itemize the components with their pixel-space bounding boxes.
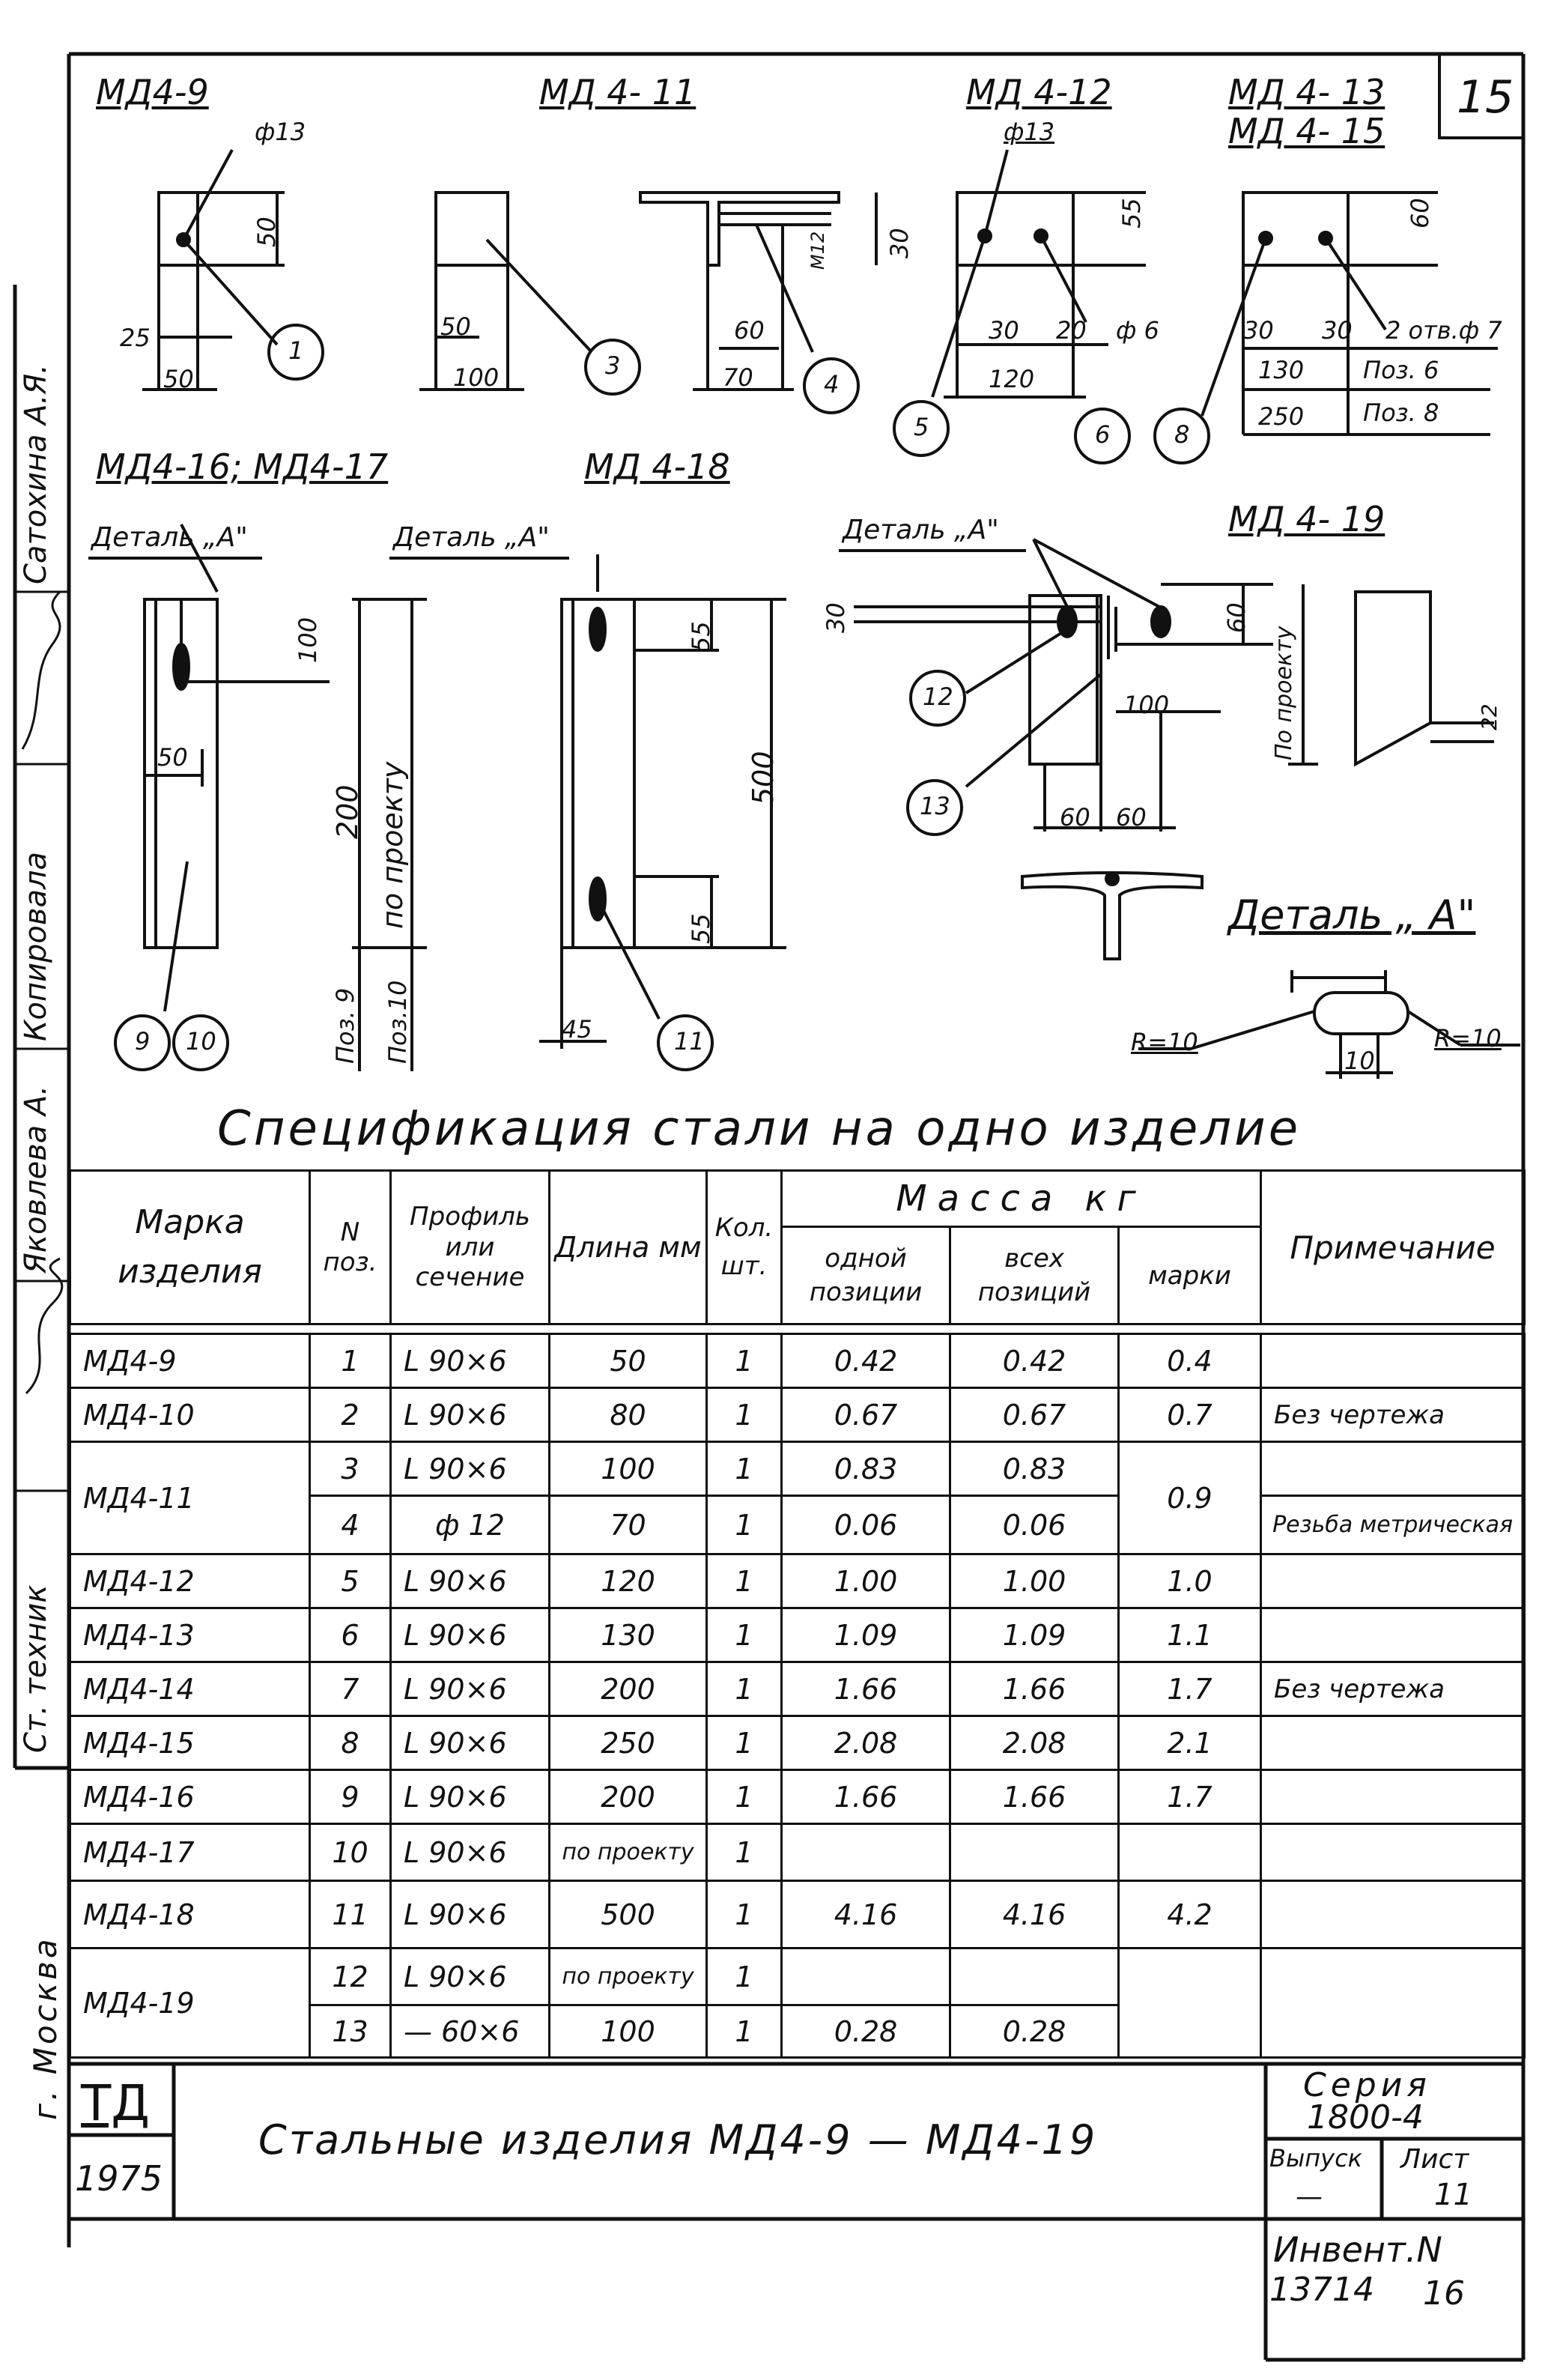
md4-16-dim-200: 200 bbox=[331, 784, 364, 839]
md4-11-dim-30: 30 bbox=[885, 228, 914, 258]
row-note bbox=[1261, 1824, 1525, 1881]
issue-value: — bbox=[1296, 2181, 1323, 2212]
md4-12-pos-5: 5 bbox=[914, 413, 929, 441]
md4-16-detail-label: Деталь „А" bbox=[91, 522, 248, 553]
spec-title: Спецификация стали на одно изделие bbox=[217, 1101, 1302, 1157]
row-one: 0.42 bbox=[782, 1334, 950, 1388]
margin-role-technician: Ст. техник bbox=[19, 1584, 53, 1753]
drawings bbox=[0, 0, 1557, 1157]
row-mark-mass: 0.7 bbox=[1119, 1388, 1261, 1442]
row-note bbox=[1261, 1334, 1525, 1388]
sheet-number: 15 bbox=[1457, 71, 1514, 124]
row-length: по проекту bbox=[550, 1824, 707, 1881]
md4-16-poz-9: Поз. 9 bbox=[331, 987, 359, 1064]
row-mark-mass: 4.2 bbox=[1119, 1881, 1261, 1948]
row-profile: L 90×6 bbox=[391, 1662, 550, 1716]
row-one: 0.67 bbox=[782, 1388, 950, 1442]
row-pos: 9 bbox=[310, 1770, 391, 1824]
md4-19-dim-100: 100 bbox=[1123, 691, 1170, 719]
detail-a-r-left: R=10 bbox=[1131, 1028, 1198, 1056]
md4-19-dim-60v: 60 bbox=[1222, 602, 1251, 633]
row-length: 130 bbox=[550, 1608, 707, 1662]
row-one: 0.83 bbox=[782, 1442, 950, 1496]
md4-11-pos-3: 3 bbox=[605, 351, 621, 380]
row-qty: 1 bbox=[707, 1948, 782, 2005]
row-length: 100 bbox=[550, 2005, 707, 2058]
md4-16-pos-9: 9 bbox=[135, 1027, 151, 1056]
hdr-mass-all: всех позиций bbox=[950, 1227, 1119, 1324]
hdr-mark: Марка изделия bbox=[70, 1171, 310, 1324]
row-note bbox=[1261, 1554, 1525, 1608]
row-mark-mass: 0.9 bbox=[1119, 1442, 1261, 1554]
row-length: 70 bbox=[550, 1496, 707, 1554]
row-one: 1.00 bbox=[782, 1554, 950, 1608]
sheet-value: 11 bbox=[1434, 2178, 1472, 2212]
table-row bbox=[70, 1716, 1525, 1770]
table-row bbox=[70, 1442, 1525, 1496]
md4-11-dim-70: 70 bbox=[723, 363, 753, 392]
md4-13-title: МД 4- 13 bbox=[1228, 72, 1385, 112]
table-row bbox=[70, 1881, 1525, 1948]
row-length: 200 bbox=[550, 1770, 707, 1824]
hdr-note: Примечание bbox=[1261, 1171, 1525, 1324]
md4-19-pos-13: 13 bbox=[920, 792, 950, 820]
title-block-title: Стальные изделия МД4-9 — МД4-19 bbox=[258, 2116, 1098, 2164]
margin-role-yakovleva: Яковлева А. bbox=[19, 1085, 53, 1274]
row-qty: 1 bbox=[707, 1388, 782, 1442]
row-all: 0.28 bbox=[950, 2005, 1119, 2058]
md4-19-dim-60a: 60 bbox=[1060, 803, 1090, 832]
row-one: 0.06 bbox=[782, 1496, 950, 1554]
margin-signatures bbox=[0, 0, 69, 2380]
md4-19-dim-60b: 60 bbox=[1116, 803, 1147, 832]
row-one bbox=[782, 1948, 950, 2005]
md4-11-bolt: М12 bbox=[807, 231, 828, 270]
md4-16-poz-10: Поз.10 bbox=[383, 980, 412, 1064]
row-mark: МД4-11 bbox=[70, 1442, 310, 1554]
table-row bbox=[70, 1334, 1525, 1388]
row-note: Без чертежа bbox=[1261, 1388, 1525, 1442]
row-profile: L 90×6 bbox=[391, 1334, 550, 1388]
row-pos: 7 bbox=[310, 1662, 391, 1716]
row-length: 500 bbox=[550, 1881, 707, 1948]
md4-9-dim-50v: 50 bbox=[252, 216, 281, 247]
row-one: 1.66 bbox=[782, 1662, 950, 1716]
table-row bbox=[70, 1554, 1525, 1608]
row-all: 0.42 bbox=[950, 1334, 1119, 1388]
row-qty: 1 bbox=[707, 2005, 782, 2058]
row-mark-mass: 2.1 bbox=[1119, 1716, 1261, 1770]
md4-16-dim-proj: по проекту bbox=[376, 761, 409, 929]
row-qty: 1 bbox=[707, 1442, 782, 1496]
row-mark: МД4-17 bbox=[70, 1824, 310, 1881]
row-all: 1.66 bbox=[950, 1770, 1119, 1824]
md4-13-poz-8: Поз. 8 bbox=[1363, 399, 1439, 427]
md4-18-dim-55b: 55 bbox=[687, 913, 715, 944]
row-length: 50 bbox=[550, 1334, 707, 1388]
md4-13-holes: 2 отв.ф 7 bbox=[1385, 316, 1502, 345]
row-profile: L 90×6 bbox=[391, 1881, 550, 1948]
row-note: Резьба метрическая bbox=[1261, 1496, 1525, 1554]
signature-1 bbox=[22, 592, 60, 749]
row-mark-mass bbox=[1119, 1824, 1261, 1881]
md4-12-hole2: ф 6 bbox=[1116, 316, 1159, 345]
row-one: 1.66 bbox=[782, 1770, 950, 1824]
series-value: 1800-4 bbox=[1307, 2098, 1424, 2137]
table-row bbox=[70, 1388, 1525, 1442]
md4-13-dim-30b: 30 bbox=[1322, 316, 1353, 345]
row-all: 1.09 bbox=[950, 1608, 1119, 1662]
row-mark-mass bbox=[1119, 1948, 1261, 2058]
md4-13-dim-30a: 30 bbox=[1243, 316, 1274, 345]
detail-a-r-right: R=10 bbox=[1434, 1024, 1502, 1053]
row-note bbox=[1261, 1770, 1525, 1824]
row-profile: L 90×6 bbox=[391, 1442, 550, 1496]
row-pos: 6 bbox=[310, 1608, 391, 1662]
signature-2 bbox=[26, 1259, 62, 1393]
inventory-number: 13714 bbox=[1269, 2271, 1374, 2309]
row-mark: МД4-18 bbox=[70, 1881, 310, 1948]
row-all: 0.83 bbox=[950, 1442, 1119, 1496]
row-one: 2.08 bbox=[782, 1716, 950, 1770]
md4-18-pos-11: 11 bbox=[674, 1027, 705, 1056]
row-mark: МД4-9 bbox=[70, 1334, 310, 1388]
row-qty: 1 bbox=[707, 1881, 782, 1948]
issue-label: Выпуск bbox=[1269, 2144, 1362, 2172]
sheet-label: Лист bbox=[1400, 2144, 1469, 2175]
table-row bbox=[70, 1824, 1525, 1881]
row-mark: МД4-13 bbox=[70, 1608, 310, 1662]
row-one: 1.09 bbox=[782, 1608, 950, 1662]
md4-11-dim-60: 60 bbox=[734, 316, 765, 345]
row-mark-mass: 1.1 bbox=[1119, 1608, 1261, 1662]
row-pos: 13 bbox=[310, 2005, 391, 2058]
row-note bbox=[1261, 1716, 1525, 1770]
hdr-profile: Профиль или сечение bbox=[391, 1171, 550, 1324]
row-all: 4.16 bbox=[950, 1881, 1119, 1948]
md4-11-pos-4: 4 bbox=[824, 370, 840, 399]
row-length: по проекту bbox=[550, 1948, 707, 2005]
row-mark-mass: 0.4 bbox=[1119, 1334, 1261, 1388]
md4-9-pos-1: 1 bbox=[288, 336, 304, 365]
row-mark: МД4-15 bbox=[70, 1716, 310, 1770]
md4-11-dim-100: 100 bbox=[453, 363, 500, 392]
row-qty: 1 bbox=[707, 1824, 782, 1881]
table-row bbox=[70, 1948, 1525, 2005]
row-profile: L 90×6 bbox=[391, 1770, 550, 1824]
row-profile: L 90×6 bbox=[391, 1948, 550, 2005]
hdr-mass-mark: марки bbox=[1119, 1227, 1261, 1324]
row-mark-mass: 1.7 bbox=[1119, 1770, 1261, 1824]
row-all bbox=[950, 1824, 1119, 1881]
md4-12-dim-55: 55 bbox=[1117, 198, 1146, 228]
row-length: 100 bbox=[550, 1442, 707, 1496]
md4-16-dim-50: 50 bbox=[157, 743, 188, 772]
title-block-year: 1975 bbox=[75, 2158, 163, 2199]
md4-12-dim-20: 20 bbox=[1056, 316, 1087, 345]
row-one bbox=[782, 1824, 950, 1881]
md4-13-dim-60: 60 bbox=[1406, 198, 1434, 228]
md4-16-title: МД4-16; МД4-17 bbox=[96, 446, 389, 487]
margin-role-copied: Копировала bbox=[19, 851, 53, 1041]
md4-12-hole: ф13 bbox=[1004, 118, 1055, 146]
hdr-length: Длина мм bbox=[550, 1171, 707, 1324]
row-length: 200 bbox=[550, 1662, 707, 1716]
row-length: 80 bbox=[550, 1388, 707, 1442]
md4-11-dim-50: 50 bbox=[440, 312, 471, 341]
md4-18-detail-label: Деталь „А" bbox=[393, 522, 550, 553]
row-pos: 10 bbox=[310, 1824, 391, 1881]
detail-a-title: Деталь „ А" bbox=[1228, 891, 1476, 939]
row-mark: МД4-12 bbox=[70, 1554, 310, 1608]
md4-9-title: МД4-9 bbox=[96, 72, 209, 112]
series-label: Серия bbox=[1303, 2066, 1431, 2104]
md4-19-dim-proj: По проекту bbox=[1271, 626, 1297, 760]
md4-9-dim-25: 25 bbox=[120, 324, 151, 352]
row-pos: 11 bbox=[310, 1881, 391, 1948]
md4-9-dim-50: 50 bbox=[163, 365, 194, 393]
md4-18-dim-500: 500 bbox=[747, 751, 780, 805]
md4-15-title: МД 4- 15 bbox=[1228, 111, 1385, 151]
md4-19-dim-22: 22 bbox=[1477, 703, 1502, 730]
md4-16-pos-10: 10 bbox=[186, 1027, 216, 1056]
md4-12-dim-120: 120 bbox=[989, 365, 1035, 393]
row-all: 1.66 bbox=[950, 1662, 1119, 1716]
row-mark-mass: 1.7 bbox=[1119, 1662, 1261, 1716]
hdr-pos: N поз. bbox=[310, 1171, 391, 1324]
row-pos: 12 bbox=[310, 1948, 391, 2005]
md4-16-dim-100: 100 bbox=[294, 617, 322, 663]
md4-9-hole: ф13 bbox=[255, 118, 306, 146]
row-mark: МД4-14 bbox=[70, 1662, 310, 1716]
md4-13-pos-8: 8 bbox=[1174, 420, 1190, 449]
row-pos: 4 bbox=[310, 1496, 391, 1554]
md4-19-title: МД 4- 19 bbox=[1228, 499, 1385, 539]
row-all bbox=[950, 1948, 1119, 2005]
row-mark: МД4-16 bbox=[70, 1770, 310, 1824]
row-qty: 1 bbox=[707, 1716, 782, 1770]
md4-12-title: МД 4-12 bbox=[966, 72, 1112, 112]
title-block-logo: ТД bbox=[81, 2074, 150, 2132]
md4-19-dim-30: 30 bbox=[822, 602, 850, 633]
row-note bbox=[1261, 1948, 1525, 2058]
row-profile: — 60×6 bbox=[391, 2005, 550, 2058]
md4-19-pos-12: 12 bbox=[923, 682, 953, 711]
row-length: 120 bbox=[550, 1554, 707, 1608]
inventory-page: 16 bbox=[1423, 2274, 1465, 2313]
row-qty: 1 bbox=[707, 1608, 782, 1662]
row-length: 250 bbox=[550, 1716, 707, 1770]
row-qty: 1 bbox=[707, 1662, 782, 1716]
hdr-mass-one: одной позиции bbox=[782, 1227, 950, 1324]
row-note: Без чертежа bbox=[1261, 1662, 1525, 1716]
md4-13-poz-6: Поз. 6 bbox=[1363, 356, 1439, 384]
md4-18-title: МД 4-18 bbox=[584, 446, 730, 487]
row-all: 1.00 bbox=[950, 1554, 1119, 1608]
row-all: 0.06 bbox=[950, 1496, 1119, 1554]
row-qty: 1 bbox=[707, 1334, 782, 1388]
row-note bbox=[1261, 1442, 1525, 1496]
detail-a-dim-10: 10 bbox=[1344, 1047, 1375, 1075]
row-all: 2.08 bbox=[950, 1716, 1119, 1770]
hdr-qty: Кол. шт. bbox=[707, 1171, 782, 1324]
row-mark: МД4-19 bbox=[70, 1948, 310, 2058]
row-profile: L 90×6 bbox=[391, 1388, 550, 1442]
row-note bbox=[1261, 1881, 1525, 1948]
inventory-label: Инвент.N bbox=[1273, 2229, 1442, 2270]
row-note bbox=[1261, 1608, 1525, 1662]
md4-13-dim-130: 130 bbox=[1258, 356, 1305, 384]
md4-18-dim-45: 45 bbox=[562, 1015, 592, 1044]
row-profile: ф 12 bbox=[391, 1496, 550, 1554]
row-one: 4.16 bbox=[782, 1881, 950, 1948]
row-qty: 1 bbox=[707, 1496, 782, 1554]
row-one: 0.28 bbox=[782, 2005, 950, 2058]
spec-table bbox=[69, 1169, 1526, 2059]
md4-19-detail-label: Деталь „А" bbox=[843, 515, 999, 545]
row-pos: 5 bbox=[310, 1554, 391, 1608]
hdr-mass: Масса кг bbox=[782, 1171, 1261, 1227]
row-mark: МД4-10 bbox=[70, 1388, 310, 1442]
row-qty: 1 bbox=[707, 1554, 782, 1608]
row-pos: 8 bbox=[310, 1716, 391, 1770]
row-profile: L 90×6 bbox=[391, 1608, 550, 1662]
table-row bbox=[70, 1608, 1525, 1662]
row-profile: L 90×6 bbox=[391, 1554, 550, 1608]
md4-18-dim-55a: 55 bbox=[687, 621, 715, 652]
margin-city: г. Москва bbox=[27, 1936, 64, 2120]
md4-13-dim-250: 250 bbox=[1258, 402, 1305, 431]
row-profile: L 90×6 bbox=[391, 1716, 550, 1770]
md4-11-title: МД 4- 11 bbox=[539, 72, 696, 112]
md4-12-dim-30: 30 bbox=[989, 316, 1019, 345]
row-all: 0.67 bbox=[950, 1388, 1119, 1442]
row-pos: 2 bbox=[310, 1388, 391, 1442]
row-mark-mass: 1.0 bbox=[1119, 1554, 1261, 1608]
table-row bbox=[70, 1662, 1525, 1716]
table-row bbox=[70, 1770, 1525, 1824]
row-pos: 3 bbox=[310, 1442, 391, 1496]
row-qty: 1 bbox=[707, 1770, 782, 1824]
row-pos: 1 bbox=[310, 1334, 391, 1388]
md4-12-pos-6: 6 bbox=[1095, 420, 1111, 449]
row-profile: L 90×6 bbox=[391, 1824, 550, 1881]
margin-role-satokhina: Сатохина А.Я. bbox=[19, 364, 53, 584]
